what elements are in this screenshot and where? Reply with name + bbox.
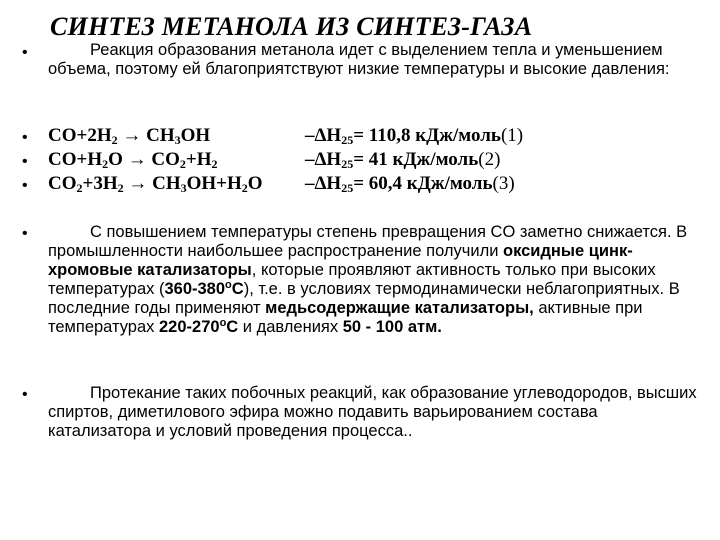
slide-title: СИНТЕЗ МЕТАНОЛА ИЗ СИНТЕЗ-ГАЗА: [50, 12, 533, 41]
reaction-3-equation: $CO_2+3H_2 \to CH_3OH+H_2O$: [48, 173, 263, 195]
bullet: •: [22, 153, 28, 170]
side-reactions-text: Протекание таких побочных реакций, как образование углеводородов, высших спиртов, диметилового эфира можно подавить варьированием состава катализатора и условий проведения процесса..: [48, 384, 697, 440]
bullet: •: [22, 386, 28, 403]
reaction-1-enthalpy: $-\Delta H_{25}= 110,8$ кДж/моль(1): [305, 125, 524, 147]
bullet: •: [22, 129, 28, 146]
catalysts-paragraph: С повышением температуры степень превращения CO заметно снижается. В промышленности наибольшее распространение получили оксидные цинк-хромовые катализаторы, которые проявляют активность только при высоких температурах $(360-380^оС)$, т.е. в условиях термодинамически неблагоприятных. В последние годы применяют медьсодержащие катализаторы, активные при температурах $220-270^оС$ и давлениях 50 - 100 атм.: [48, 223, 688, 336]
reaction-3-enthalpy: $-\Delta H_{25}= 60,4$ кДж/моль(3): [305, 173, 515, 195]
intro-paragraph: [48, 41, 698, 79]
catalyst-zinc-chrome: оксидные цинк-хромовые катализаторы: [48, 242, 633, 279]
bullet: •: [22, 177, 28, 194]
intro-text: Реакция образования метанола идет с выделением тепла и уменьшением объема, поэтому ей благоприятствуют низкие температуры и высокие давления:: [48, 41, 670, 78]
bullet: •: [22, 225, 28, 242]
reaction-2-equation: $CO+H_2O \to CO_2+H_2$: [48, 149, 218, 171]
reaction-2-enthalpy: $-\Delta H_{25}= 41$ кДж/моль(2): [305, 149, 501, 171]
bullet: •: [22, 44, 28, 61]
side-reactions-paragraph: [48, 384, 698, 441]
catalyst-copper: медьсодержащие катализаторы,: [265, 299, 534, 317]
reaction-1-equation: $CO+2H_2 \to CH_3OH$: [48, 125, 211, 147]
